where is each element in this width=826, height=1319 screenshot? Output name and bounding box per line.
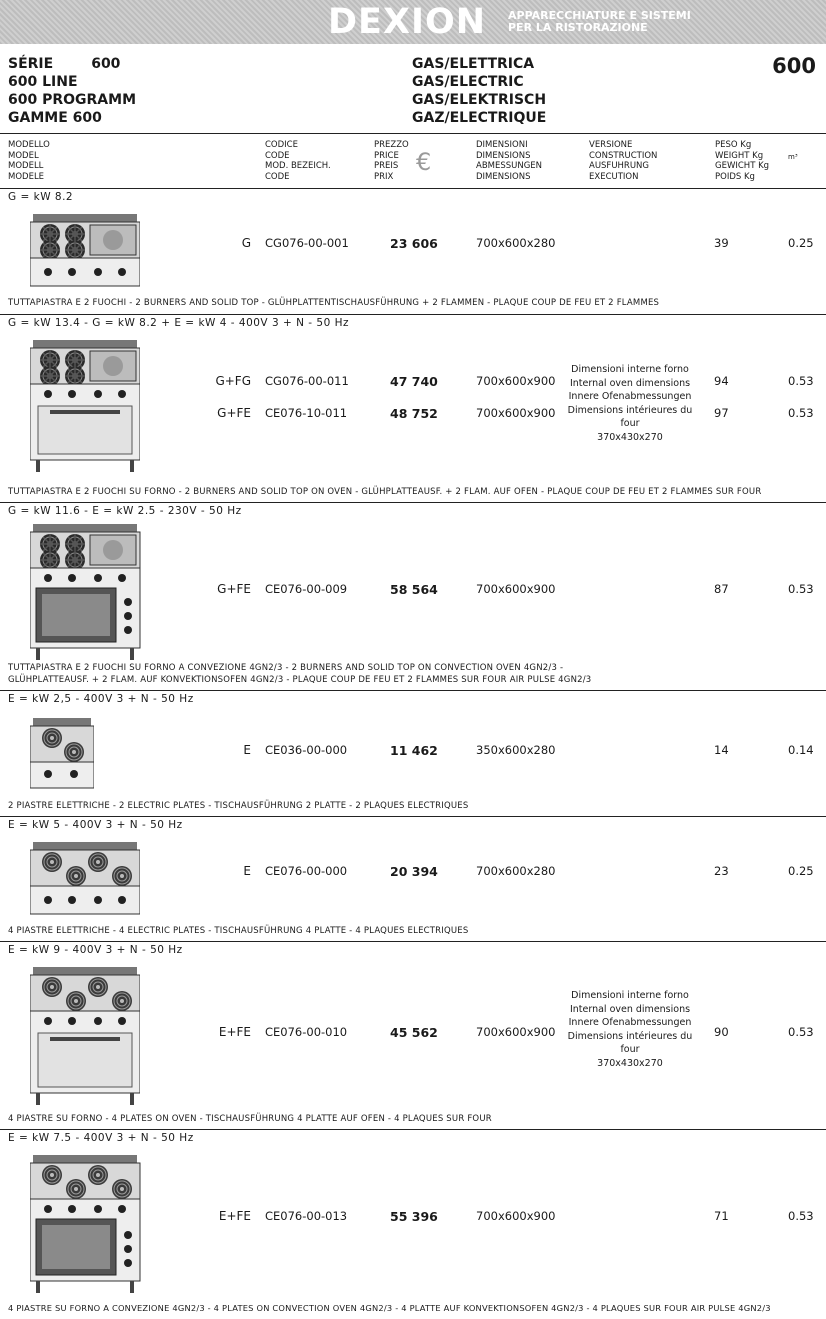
table-row: G+FE CE076-10-011 48 752 700x600x900 97 0.53 <box>217 406 814 421</box>
product-image <box>30 338 140 472</box>
col-header-dimensions: DIMENSIONI DIMENSIONS ABMESSUNGEN DIMENSIONS <box>476 140 543 182</box>
dexion-logo: DEXION <box>328 2 487 42</box>
power-spec: E = kW 5 - 400V 3 + N - 50 Hz <box>8 819 183 831</box>
col-header-volume: m³ <box>788 153 798 161</box>
product-description: TUTTAPIASTRA E 2 FUOCHI SU FORNO A CONVEZIONE 4GN2/3 - 2 BURNERS AND SOLID TOP ON CONVECTION OVEN 4GN2/3 - <box>8 663 564 673</box>
oven-dimensions-note: Dimensioni interne forno Internal oven dimensions Innere Ofenabmessungen Dimensions intérieures du four 370x430x270 <box>567 364 693 443</box>
divider <box>0 690 826 691</box>
col-header-price: PREZZO PRICE PREIS PRIX <box>374 140 409 182</box>
series-title: SÉRIE 600 600 LINE 600 PROGRAMM GAMME 600 <box>8 56 137 126</box>
page-number: 600 <box>772 54 816 78</box>
table-row: E+FE CE076-00-013 55 396 700x600x900 71 0.53 <box>218 1209 814 1224</box>
table-row: G+FE CE076-00-009 58 564 700x600x900 87 0.53 <box>217 582 814 597</box>
euro-symbol: € <box>416 148 432 176</box>
product-description: 4 PIASTRE SU FORNO - 4 PLATES ON OVEN - TISCHAUSFÜHRUNG 4 PLATTE AUF OFEN - 4 PLAQUES SUR FOUR <box>8 1114 492 1124</box>
product-description: 4 PIASTRE ELETTRICHE - 4 ELECTRIC PLATES - TISCHAUSFÜHRUNG 4 PLATTE - 4 PLAQUES ELECTRIQUES <box>8 926 469 936</box>
power-spec: E = kW 2,5 - 400V 3 + N - 50 Hz <box>8 693 194 705</box>
table-row: G CG076-00-001 23 606 700x600x280 39 0.25 <box>241 236 814 251</box>
divider <box>0 941 826 942</box>
table-row: E+FE CE076-00-010 45 562 700x600x900 90 0.53 <box>218 1025 814 1040</box>
divider <box>0 502 826 503</box>
table-row: E CE076-00-000 20 394 700x600x280 23 0.25 <box>243 864 814 879</box>
col-header-version: VERSIONE CONSTRUCTION AUSFUHRUNG EXECUTION <box>589 140 658 182</box>
divider <box>0 1129 826 1130</box>
col-header-weight: PESO Kg WEIGHT Kg GEWICHT Kg POIDS Kg <box>715 140 770 182</box>
divider <box>0 314 826 315</box>
table-row: E CE036-00-000 11 462 350x600x280 14 0.14 <box>243 743 814 758</box>
brand-banner <box>0 0 826 44</box>
divider <box>0 133 826 134</box>
product-description: TUTTAPIASTRA E 2 FUOCHI SU FORNO - 2 BURNERS AND SOLID TOP ON OVEN - GLÜHPLATTEAUSF. + 2 FLAM. AUF OFEN - PLAQUE COUP DE FEU ET 2 FLAMMES SUR FOUR <box>8 487 762 497</box>
power-spec: E = kW 7.5 - 400V 3 + N - 50 Hz <box>8 1132 194 1144</box>
divider <box>0 816 826 817</box>
power-spec: G = kW 11.6 - E = kW 2.5 - 230V - 50 Hz <box>8 505 242 517</box>
table-row: G+FG CG076-00-011 47 740 700x600x900 94 0.53 <box>215 374 814 389</box>
product-description: GLÜHPLATTEAUSF. + 2 FLAM. AUF KONVEKTIONSOFEN 4GN2/3 - PLAQUE COUP DE FEU ET 2 FLAMMES SUR FOUR AIR PULSE 4GN2/3 <box>8 675 592 685</box>
product-description: TUTTAPIASTRA E 2 FUOCHI - 2 BURNERS AND SOLID TOP - GLÜHPLATTENTISCHAUSFÜHRUNG + 2 FLAMMEN - PLAQUE COUP DE FEU ET 2 FLAMMES <box>8 298 660 308</box>
brand-tagline: APPARECCHIATURE E SISTEMI PER LA RISTORAZIONE <box>508 9 691 34</box>
col-header-model: MODELLO MODEL MODELL MODELE <box>8 140 50 182</box>
col-header-code: CODICE CODE MOD. BEZEICH. CODE <box>265 140 331 182</box>
oven-dimensions-note: Dimensioni interne forno Internal oven dimensions Innere Ofenabmessungen Dimensions intérieures du four 370x430x270 <box>567 990 693 1069</box>
product-description: 2 PIASTRE ELETTRICHE - 2 ELECTRIC PLATES - TISCHAUSFÜHRUNG 2 PLATTE - 2 PLAQUES ELECTRIQUES <box>8 801 469 811</box>
power-spec: E = kW 9 - 400V 3 + N - 50 Hz <box>8 944 183 956</box>
product-description: 4 PIASTRE SU FORNO A CONVEZIONE 4GN2/3 - 4 PLATES ON CONVECTION OVEN 4GN2/3 - 4 PLATTE AUF KONVEKTIONSOFEN 4GN2/3 - 4 PLAQUES SUR FOUR AIR PULSE 4GN2/3 <box>8 1303 771 1313</box>
power-spec: G = kW 8.2 <box>8 191 74 203</box>
power-spec: G = kW 13.4 - G = kW 8.2 + E = kW 4 - 400V 3 + N - 50 Hz <box>8 317 350 329</box>
divider <box>0 188 826 189</box>
category-title: GAS/ELETTRICA GAS/ELECTRIC GAS/ELEKTRISCH GAZ/ELECTRIQUE <box>412 56 547 126</box>
